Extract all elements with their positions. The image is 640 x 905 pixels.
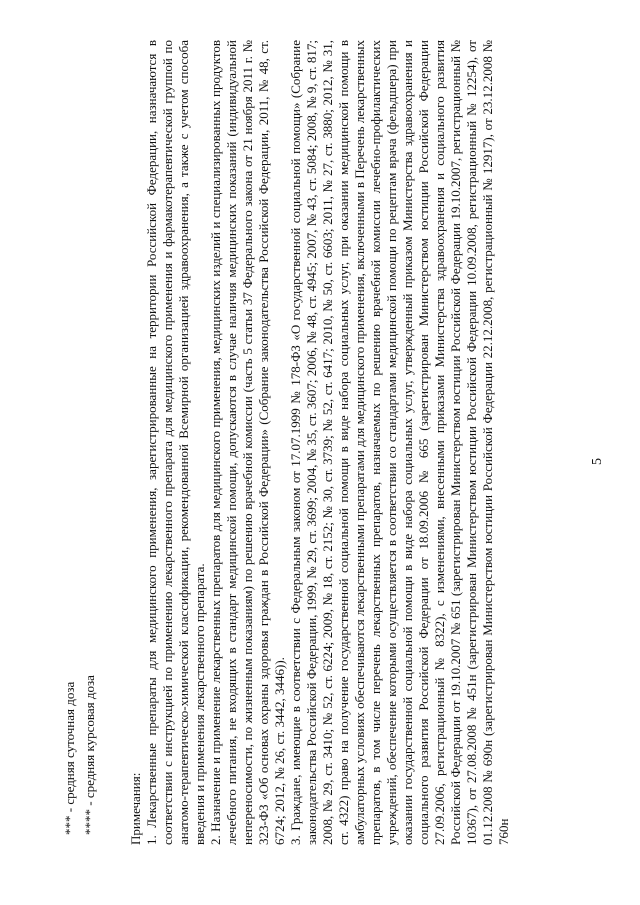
notes-heading: Примечания: xyxy=(128,772,143,845)
legend-mark: **** xyxy=(82,809,97,835)
legend-mark: *** xyxy=(62,815,77,835)
legend-item-course-dose xyxy=(80,415,100,835)
legend-item-daily-dose xyxy=(60,415,80,835)
note-paragraph-3: 3. Граждане, имеющие в соответствии с Федеральным законом от 17.07.1999 № 178-ФЗ «О государственной социальной помощи» (Собрание законодательства Российской Федерации, 1999, № 29, ст. 3699; 2004, № 35, ст. 3607; 2006, № 48, ст. 4945; 2007, № 43, ст. 5084; 2008, № 9, ст. 817; 2008, № 29, ст. 3410; № 52, ст. 6224; 2009, № 18, ст. 2152; № 30, ст. 3739; № 52, ст. 6417; 2010, № 50, ст. 6603; 2011, № 27, ст. 3880; 2012, № 31, ст. 4322) право на получение государственной социальной помощи в виде набора социальных услуг, при оказании медицинской помощи в амбулаторных условиях обеспечиваются лекарственными препаратами для медицинского применения, включенными в Перечень лекарственных препаратов, в том числе перечень лекарственных препаратов, назначаемых по решению врачебной комиссии лечебно-профилактических учреждений, обеспечение которыми осуществляется в соответствии со стандартами медицинской помощи по рецептам врача (фельдшера) при оказании государственной социальной помощи в виде набора социальных услуг, утвержденный приказом Министерства здравоохранения и социального развития Российской Федерации от 18.09.2006 № 665 (зарегистрирован Министерством юстиции Российской Федерации 27.09.2006, регистрационный № 8322), с изменениями, внесенными приказами Министерства здравоохранения и социального развития Российской Федерации от 19.10.2007 № 651 (зарегистрирован Министерством юстиции Российской Федерации 19.10.2007, регистрационный № 10367), от 27.08.2008 № 451н (зарегистрирован Министерством юстиции Российской Федерации 10.09.2008, регистрационный № 12254), от 01.12.2008 № 690н (зарегистрирован Министерством юстиции Российской Федерации 22.12.2008, регистрационный № 12917), от 23.12.2008 № 760н xyxy=(288,40,511,845)
legend-text: - средняя суточная доза xyxy=(62,681,77,813)
note-paragraph-2: 2. Назначение и применение лекарственных препаратов для медицинского применения, медицинских изделий и специализированных продуктов лечебного питания, не входящих в стандарт медицинской помощи, допускаются в случае наличия медицинских показаний (индивидуальной непереносимости, по жизненным показаниям) по решению врачебной комиссии (часть 5 статьи 37 Федерального закона от 21 ноября 2011 г. № 323-ФЗ «Об основах охраны здоровья граждан в Российской Федерации» (Собрание законодательства Российской Федерации, 2011, № 48, ст. 6724; 2012, № 26, ст. 3442, 3446)). xyxy=(208,40,287,845)
notes-section xyxy=(128,40,512,845)
page-number: 5 xyxy=(590,458,605,465)
legend-text: - средняя курсовая доза xyxy=(82,675,97,806)
dose-legend xyxy=(60,415,100,835)
note-paragraph-1: 1. Лекарственные препараты для медицинского применения, зарегистрированные на территории Российской Федерации, назначаются в соответствии с инструкцией по применению лекарственного препарата для медицинского применения и фармакотерапевтической группой по анатомо-терапевтическо-химической классификации, рекомендованной Всемирной организацией здравоохранения, а также с учетом способа введения и применения лекарственного препарата. xyxy=(144,40,207,845)
